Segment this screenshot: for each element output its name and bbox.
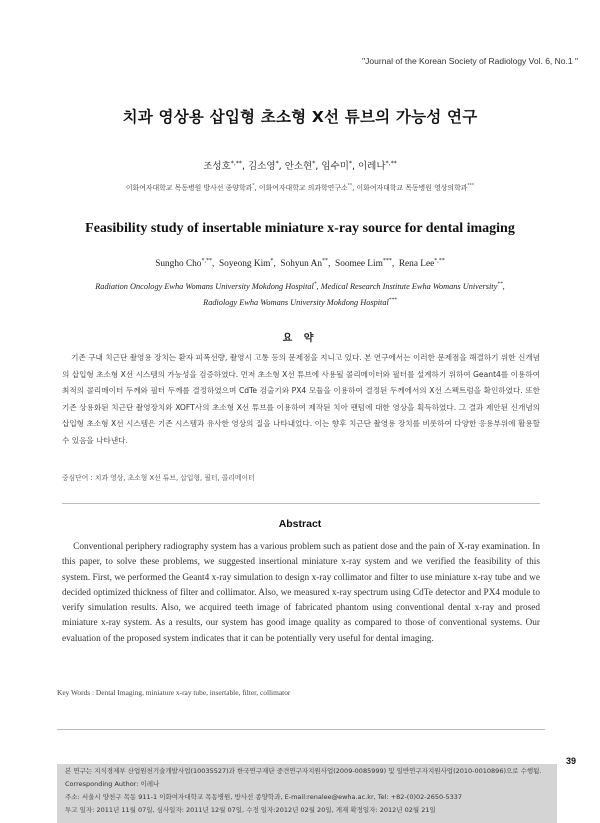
affiliation-superscript: **	[497, 281, 503, 288]
affiliation: Medical Research Institute Ewha Womans University	[320, 282, 498, 291]
author-name: 김소영	[248, 161, 276, 172]
footer-divider	[57, 729, 545, 730]
paper-title-english: Feasibility study of insertable miniature x-ray source for dental imaging	[85, 221, 515, 236]
author-name: Soyeong Kim	[219, 259, 271, 269]
author-name: Soomee Lim	[335, 259, 383, 269]
author-superscript: **	[322, 257, 329, 264]
author-superscript: ***	[382, 257, 392, 264]
author-name: Rena Lee	[398, 259, 435, 269]
affiliation-superscript: **	[347, 183, 353, 189]
corresponding-author: Corresponding Author: 이레나	[65, 780, 160, 788]
author-superscript: *,**	[230, 159, 242, 167]
author-name: Sungho Cho	[155, 259, 202, 269]
funding-note: 본 연구는 지식경제부 산업원천기술개발사업(10035527)과 한국연구재단 중견연구자지원사업(2009-0085999) 및 일반연구자지원사업(2010-0010896)으로 수행됨.	[65, 767, 542, 775]
author-name: 조성호	[203, 161, 231, 172]
page-number: 39	[565, 756, 576, 766]
keywords-english: Key Words : Dental Imaging, miniature x-ray tube, insertable, filter, collimator	[57, 688, 291, 697]
section-divider	[62, 503, 540, 504]
author-name: Sohyun An	[280, 259, 323, 269]
affiliation: 이화여자대학교 목동병원 방사선 종양학과	[125, 184, 253, 192]
affiliation-list-korean: 이화여자대학교 목동병원 방사선 종양학과*, 이화여자대학교 의과학연구소**, 이화여자대학교 목동병원 영상의학과***	[125, 183, 475, 192]
journal-header: "Journal of the Korean Society of Radiology Vol. 6, No.1 "	[362, 56, 578, 66]
affiliation: Radiation Oncology Ewha Womans University Mokdong Hospital	[95, 282, 314, 291]
author-name: 안소현	[284, 161, 313, 172]
affiliation-superscript: *	[313, 281, 317, 288]
footnote-box	[57, 764, 557, 823]
author-superscript: *	[312, 159, 316, 167]
abstract-english-heading: Abstract	[278, 518, 322, 530]
submission-dates: 투고 일자: 2011년 11월 07일, 심사일자: 2011년 12월 07일, 수정 일자:2012년 02월 20일, 게재 확정일자: 2012년 02월 21일	[65, 806, 436, 814]
abstract-korean-body: 기존 구내 치근단 촬영용 장치는 환자 피폭선량, 촬영시 고통 등의 문제점을 지니고 있다. 본 연구에서는 이러한 문제점을 해결하기 위한 신개념의 삽입형 초소형 X선 시스템의 가능성을 검증하였다. 먼저 초소형 X선 튜브에 사용될 콜리메이터와 필터를 설계하기 위하여 Geant4를 이용하여 최적의 콜리메이터 두께와 필터 두께를 결정하였으며 CdTe 검출기와 PX4 모듈을 이용하여 결정된 두께에서의 X선 스펙트럼을 확인하였다. 또한 기존 상용화된 치근단 촬영장치와 XOFT사의 초소형 X선 튜브를 이용하여 제작된 치아 팬텀에 대한 영상을 획득하였다. 그 결과 제안된 신개념의 삽입형 초소형 X선 시스템은 기존 시스템과 유사한 영상의 질을 나타내었다. 이는 향후 치근단 촬영용 장치를 비롯하여 다양한 응용부위에 활용할 수 있음을 나타낸다.	[62, 353, 540, 445]
author-superscript: *	[275, 159, 279, 167]
abstract-english-body: Conventional periphery radiography system has a various problem such as patient dose and the pain of X-ray examination. In this paper, to solve these problems, we suggested insertional miniature x-ray system and we verified the feasibility of this system. First, we performed the Geant4 x-ray simulation to design x-ray collimator and filter to use miniature x-ray tube and we decided optimized thickness of filter and collimator. Also, we measured x-ray spectrum using CdTe detector and PX4 module to verify simulation results. Also, we acquired teeth image of fabricated phantom using conventional dental x-ray and prosed miniature x-ray system. As a results, our system has good image quality as compared to those of conventional systems. Our evaluation of the proposed system indicates that it can be potentially very useful for dental imaging.	[62, 542, 540, 644]
keywords-korean: 중심단어 : 치과 영상, 초소형 X선 튜브, 삽입형, 필터, 콜리메이터	[62, 474, 255, 482]
author-superscript: *	[348, 159, 352, 167]
author-address: 주소: 서울시 양천구 목동 911-1 이화여자대학교 목동병원, 방사선 종양학과, E-mail:renalee@ewha.ac.kr, Tel: +82-(0)02-2650-5337	[65, 793, 463, 801]
abstract-korean-heading: 요 약	[282, 333, 318, 344]
affiliation-line-english-1: Radiation Oncology Ewha Womans University Mokdong Hospital*, Medical Research Institute Ewha Womans University**,	[95, 281, 505, 291]
affiliation-line-english-2	[0, 298, 600, 307]
author-name: 임수미	[321, 161, 349, 172]
author-list-korean: 조성호*,**, 김소영*, 안소현*, 임수미*, 이레나*,**	[203, 159, 397, 172]
affiliation-superscript: ***	[388, 297, 397, 304]
affiliation: 이화여자대학교 의과학연구소	[258, 184, 348, 192]
author-superscript: *,**	[434, 257, 445, 264]
author-superscript: *,**	[201, 257, 213, 264]
affiliation: Radiology Ewha Womans University Mokdong Hospital	[203, 298, 389, 307]
author-list-english: Sungho Cho*,**, Soyeong Kim*, Sohyun An**, Soomee Lim***, Rena Lee*,**	[155, 257, 445, 269]
affiliation: 이화여자대학교 목동병원 영상의학과	[356, 184, 468, 192]
author-superscript: *,**	[385, 159, 397, 167]
author-superscript: *	[270, 257, 274, 264]
author-name: 이레나	[358, 161, 386, 172]
affiliation-superscript: *	[252, 183, 255, 189]
affiliation-superscript: ***	[467, 183, 475, 189]
paper-title-korean: 치과 영상용 삽입형 초소형 X선 튜브의 가능성 연구	[122, 108, 478, 126]
